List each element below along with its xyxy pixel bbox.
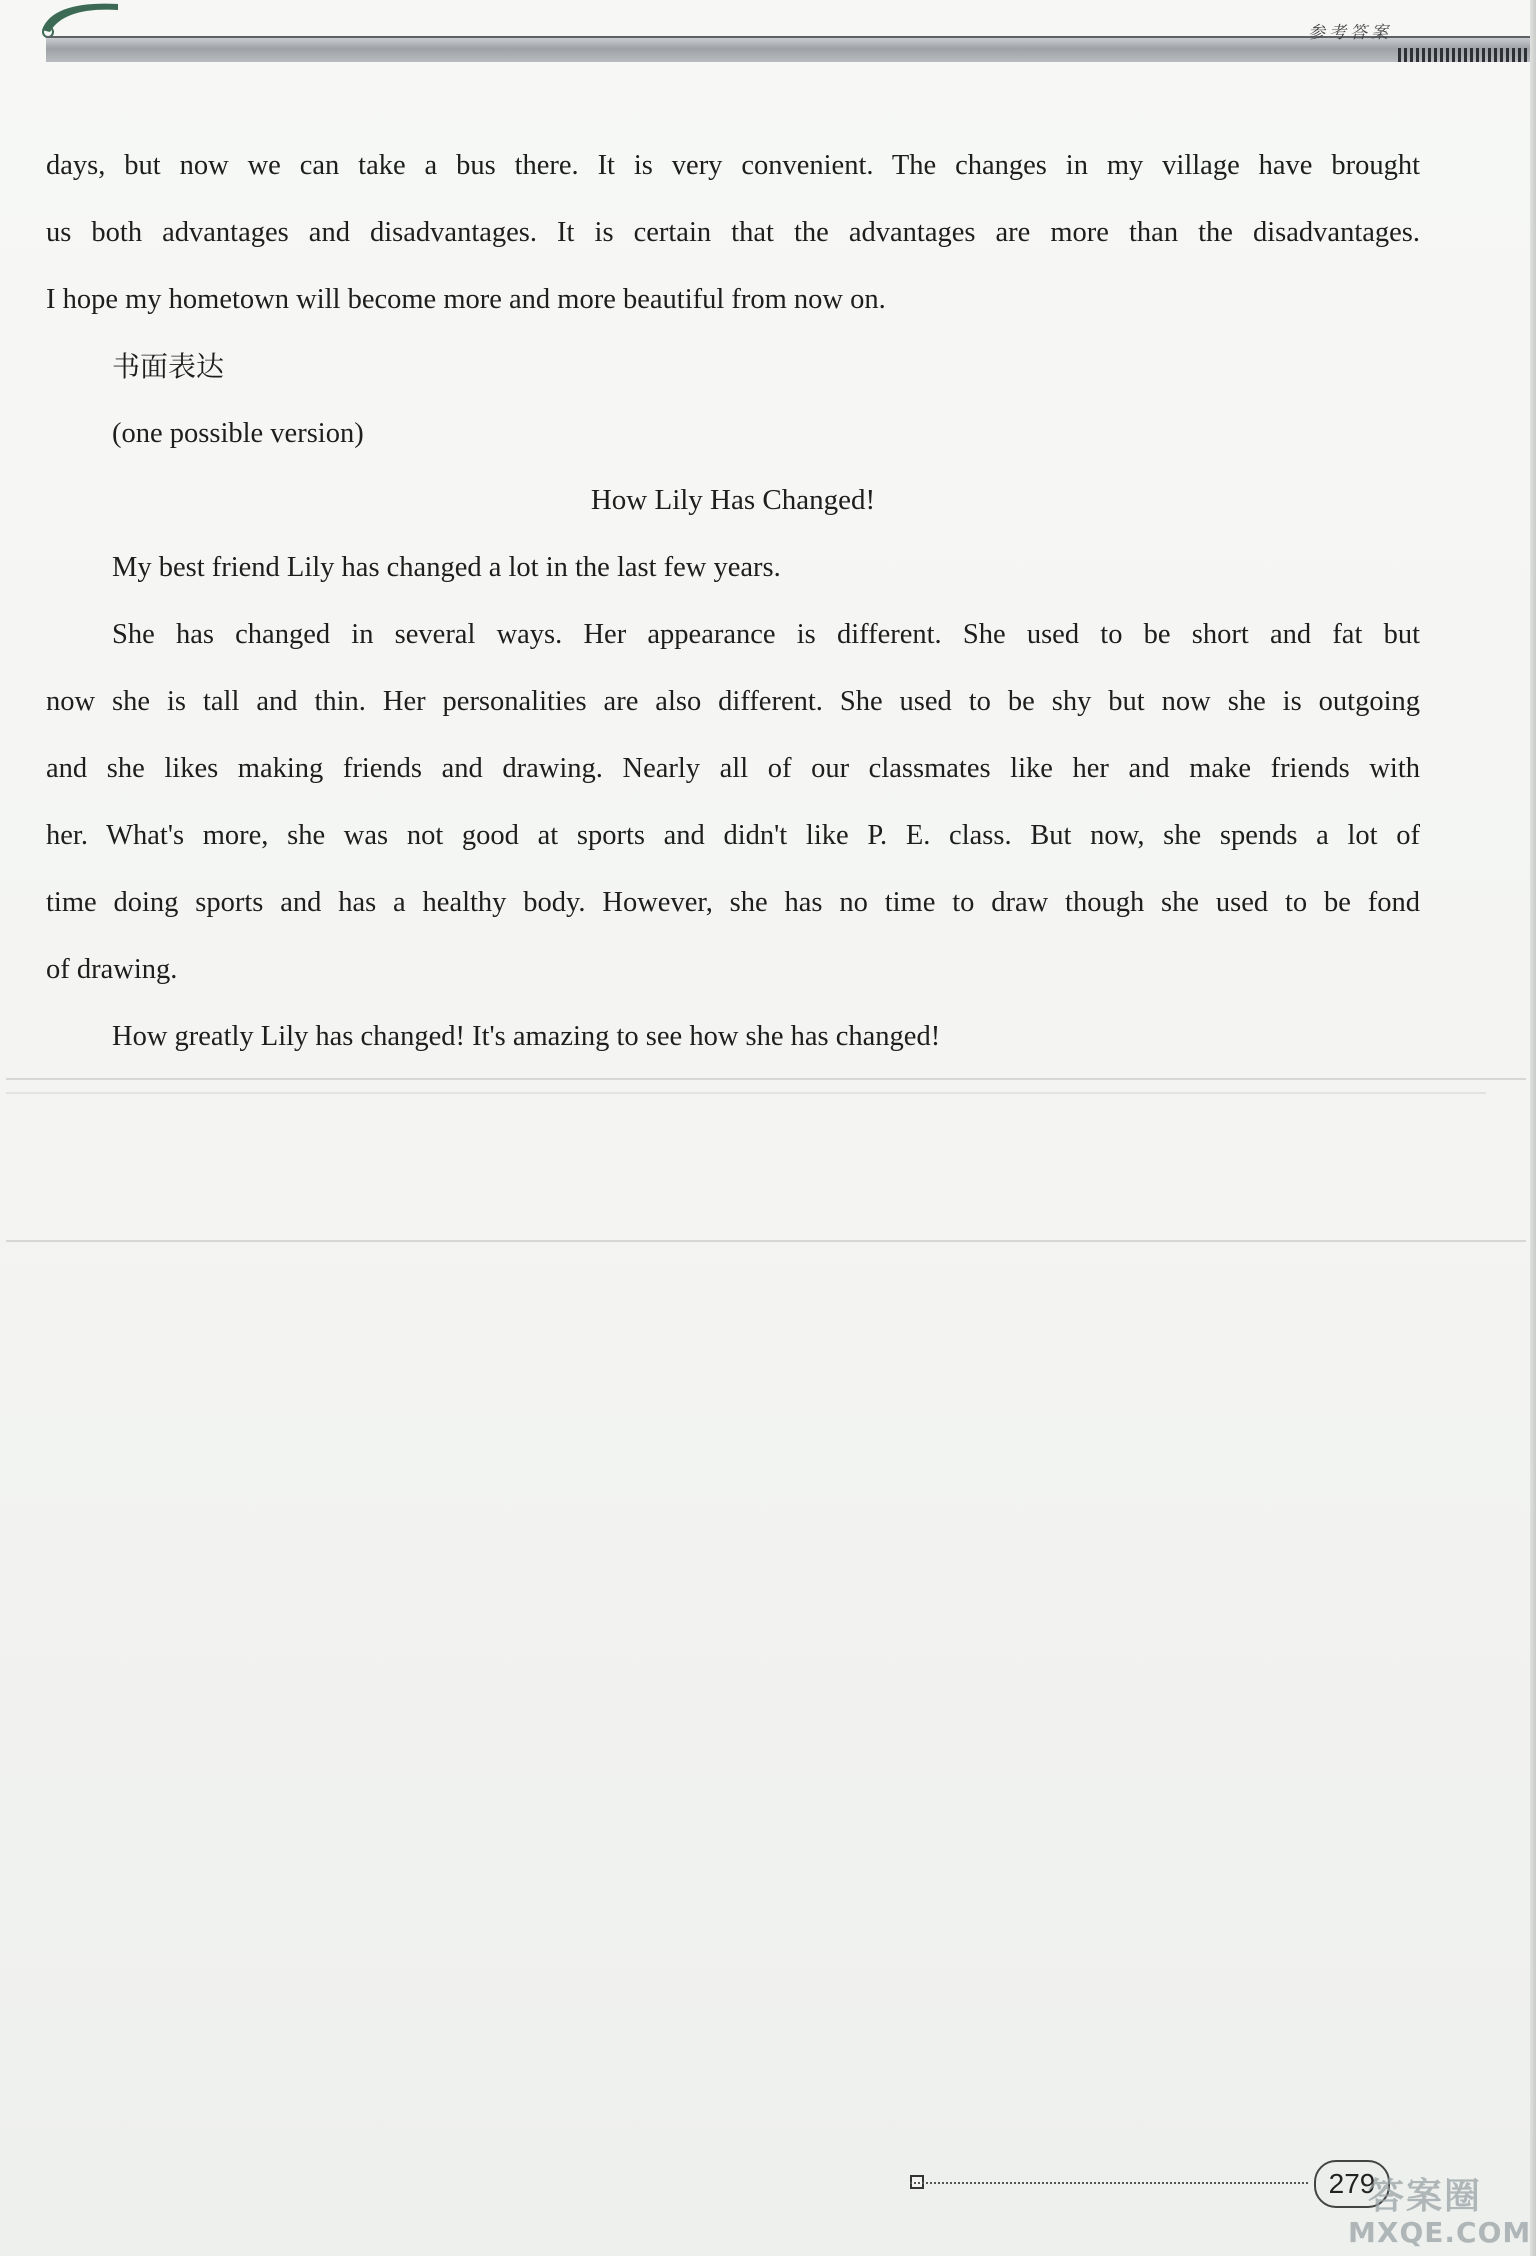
divider-line	[6, 1240, 1526, 1242]
page-header	[0, 0, 1536, 70]
section-heading: 书面表达	[112, 350, 225, 383]
version-note: (one possible version)	[112, 418, 364, 449]
swoosh-logo-icon	[40, 0, 120, 40]
page-edge	[1530, 0, 1536, 2256]
text-line: I hope my hometown will become more and more beautiful from now on.	[46, 284, 886, 315]
watermark	[1340, 2168, 1530, 2250]
essay-title: How Lily Has Changed!	[590, 484, 876, 516]
paragraph-1: My best friend Lily has changed a lot in the last few years.	[112, 552, 781, 583]
paragraph-2-line: She has changed in several ways. Her appearance is different. She used to be short and fat but	[112, 619, 1420, 650]
header-label: 参考答案	[1308, 23, 1392, 43]
divider-line	[6, 1092, 1486, 1094]
watermark-url: MXQE.COM	[1348, 2216, 1532, 2249]
divider-line	[6, 1078, 1526, 1080]
paragraph-2-line: and she likes making friends and drawing. Nearly all of our classmates like her and make friends with	[46, 753, 1420, 784]
footer-dotted-rule	[910, 2182, 1308, 2184]
watermark-text: 答案圈	[1368, 2176, 1483, 2217]
paragraph-2-line: now she is tall and thin. Her personalities are also different. She used to be shy but now she is outgoing	[46, 686, 1420, 717]
paragraph-2-line: her. What's more, she was not good at sports and didn't like P. E. class. But now, she spends a lot of	[46, 820, 1420, 851]
paragraph-2-line: time doing sports and has a healthy body. However, she has no time to draw though she used to be fond	[46, 887, 1420, 918]
paragraph-3: How greatly Lily has changed! It's amazing to see how she has changed!	[112, 1021, 941, 1052]
page-number: 279	[1314, 2160, 1390, 2208]
text-line: us both advantages and disadvantages. It is certain that the advantages are more than the disadvantages.	[46, 217, 1420, 248]
text-line: days, but now we can take a bus there. It is very convenient. The changes in my village have brought	[46, 150, 1420, 181]
answer-content	[46, 132, 1420, 1070]
paragraph-2-line: of drawing.	[46, 954, 178, 985]
header-stripes	[1398, 48, 1536, 62]
